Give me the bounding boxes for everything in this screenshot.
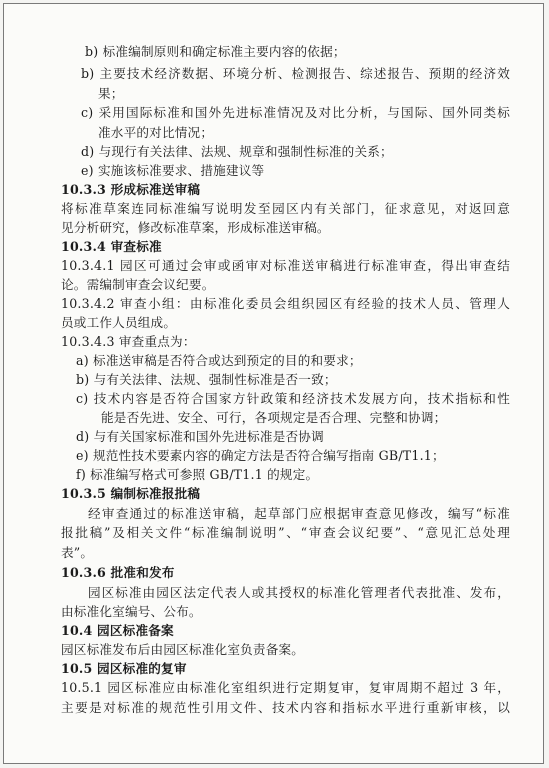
- text-line: d) 与现行有关法律、法规、规章和强制性标准的关系；: [81, 144, 393, 159]
- text-line: e) 实施该标准要求、措施建议等: [81, 163, 265, 178]
- section-heading: 10.3.5 编制标准报批稿: [61, 486, 201, 501]
- text-line: 报批稿”及相关文件“标准编制说明”、“审查会议纪要”、“意见汇总处理: [61, 525, 510, 540]
- text-line: 10.5.1 园区标准应由标准化室组织进行定期复审，复审周期不超过 3 年，: [61, 680, 510, 695]
- text-line: 果；: [98, 86, 124, 101]
- text-line: 论。需编制审查会议纪要。: [61, 277, 215, 292]
- text-line: d) 与有关国家标准和国外先进标准是否协调: [76, 429, 324, 444]
- text-line: b) 与有关法律、法规、强制性标准是否一致；: [76, 372, 337, 387]
- section-heading: 10.5 园区标准的复审: [61, 661, 187, 676]
- text-line: e) 规范性技术要素内容的确定方法是否符合编写指南 GB/T1.1；: [76, 448, 445, 463]
- text-line: c) 技术内容是否符合国家方针政策和经济技术发展方向，技术指标和性: [76, 391, 510, 406]
- text-line: a) 标准送审稿是否符合或达到预定的目的和要求；: [76, 353, 362, 368]
- section-heading: 10.4 园区标准备案: [61, 623, 174, 638]
- text-line: 10.3.4.2 审查小组：由标准化委员会组织园区有经验的技术人员、管理人: [61, 296, 510, 311]
- text-line: 员或工作人员组成。: [61, 315, 177, 330]
- section-heading: 10.3.6 批准和发布: [61, 565, 175, 580]
- text-line: 将标准草案连同标准编写说明发至园区内有关部门，征求意见，对返回意: [61, 201, 510, 216]
- text-line: 10.3.4.1 园区可通过会审或函审对标准送审稿进行标准审查，得出审查结: [61, 258, 510, 273]
- text-line: 表”。: [61, 545, 94, 560]
- text-line: 准水平的对比情况；: [98, 125, 214, 140]
- section-heading: 10.3.4 审查标准: [61, 239, 162, 254]
- text-line: 园区标准发布后由园区标准化室负责备案。: [61, 642, 305, 657]
- text-line: 10.3.4.3 审查重点为：: [61, 334, 196, 349]
- text-line: c) 采用国际标准和国外先进标准情况及对比分析，与国际、国外同类标: [81, 105, 510, 120]
- text-line: 园区标准由园区法定代表人或其授权的标准化管理者代表批准、发布，: [88, 585, 510, 600]
- text-line: b) 主要技术经济数据、环境分析、检测报告、综述报告、预期的经济效: [81, 66, 510, 81]
- section-heading: 10.3.3 形成标准送审稿: [61, 182, 201, 197]
- text-line: b) 标准编制原则和确定标准主要内容的依据；: [85, 44, 346, 59]
- text-line: 能是否先进、安全、可行，各项规定是否合理、完整和协调；: [101, 410, 447, 425]
- text-line: 经审查通过的标准送审稿，起草部门应根据审查意见修改，编写“标准: [88, 506, 510, 521]
- text-line: 由标准化室编号、公布。: [61, 604, 202, 619]
- text-line: 见分析研究，修改标准草案，形成标准送审稿。: [61, 220, 330, 235]
- text-line: 主要是对标准的规范性引用文件、技术内容和指标水平进行重新审核，以: [61, 700, 510, 715]
- text-line: f) 标准编写格式可参照 GB/T1.1 的规定。: [76, 467, 319, 482]
